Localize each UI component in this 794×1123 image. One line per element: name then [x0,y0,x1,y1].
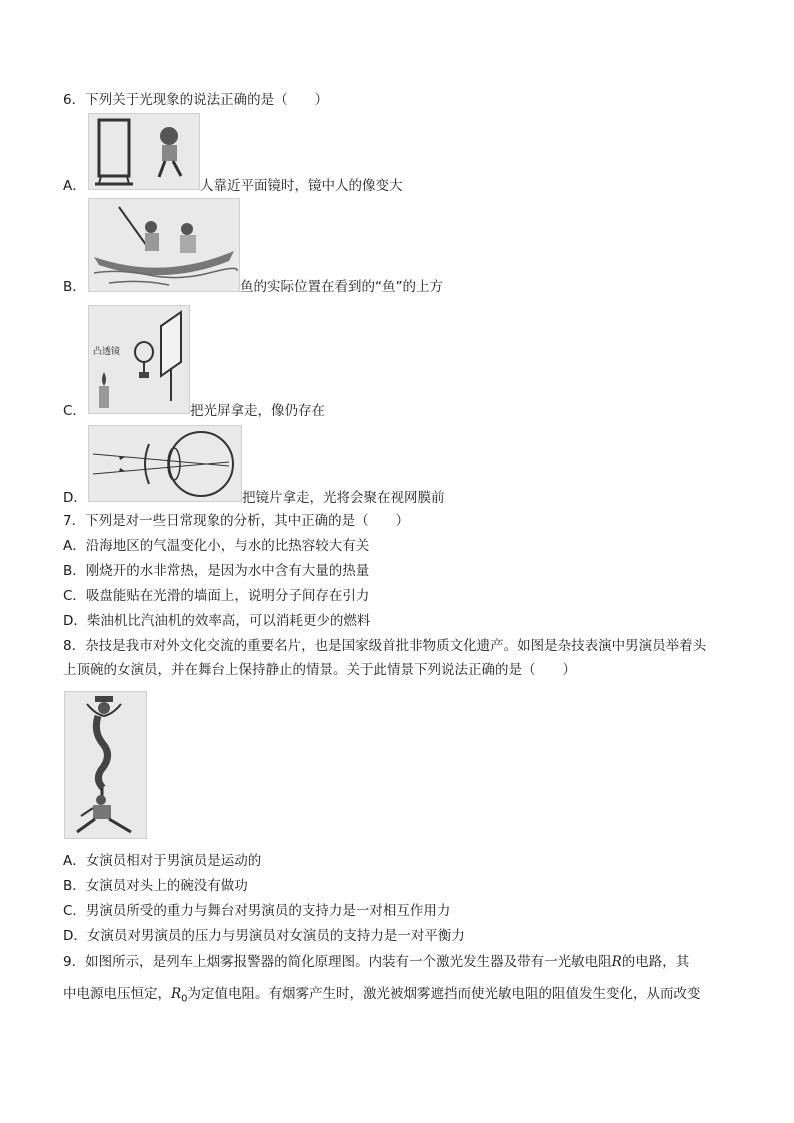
q7-stem: 7．下列是对一些日常现象的分析，其中正确的是（ ） [63,513,410,529]
q9-line-2 [63,985,701,1009]
q7-option-c: C．吸盘能贴在光滑的墙面上，说明分子间存在引力 [63,588,370,604]
q9-var-r: R [611,954,622,970]
q6-option-c-letter: C． [63,403,86,419]
q8-option-c: C．男演员所受的重力与舞台对男演员的支持力是一对相互作用力 [63,903,451,919]
q8-option-b: B．女演员对头上的碗没有做功 [63,878,248,894]
q8-stem-line-1: 8．杂技是我市对外文化交流的重要名片，也是国家级首批非物质文化遗产。如图是杂技表演中男演员举着头 [63,638,707,654]
eye-lens-figure [88,425,242,502]
acrobatics-figure [64,691,147,839]
q6-option-d-text: 把镜片拿走，光将会聚在视网膜前 [242,490,445,506]
boat-fishing-figure [88,198,240,292]
q6-option-a-text: 人靠近平面镜时，镜中人的像变大 [200,178,403,194]
q6-option-a-letter: A． [63,178,86,194]
q9-line-2-part-b: 为定值电阻。有烟雾产生时，激光被烟雾遮挡而使光敏电阻的阻值发生变化，从而改变 [187,986,701,1002]
q7-option-a: A．沿海地区的气温变化小，与水的比热容较大有关 [63,538,370,554]
q8-option-a: A．女演员相对于男演员是运动的 [63,853,262,869]
q9-line-1-part-a: 9．如图所示，是列车上烟雾报警器的简化原理图。内装有一个激光发生器及带有一光敏电阻 [63,954,612,970]
q6-option-b-text: 鱼的实际位置在看到的“鱼”的上方 [240,279,443,295]
convex-lens-label: 凸透镜 [93,347,121,357]
q6-option-d-letter: D． [63,490,87,506]
q9-line-1-part-b: 的电路，其 [621,954,690,970]
convex-lens-figure [88,305,190,414]
q9-var-r0-subscript: 0 [181,993,188,1005]
q8-option-d: D．女演员对男演员的压力与男演员对女演员的支持力是一对平衡力 [63,928,465,944]
q9-var-r0: R [171,986,182,1002]
q9-line-1 [63,953,689,971]
q9-line-2-part-a: 中电源电压恒定， [63,986,171,1002]
q6-option-c-text: 把光屏拿走，像仍存在 [190,403,325,419]
q7-option-b: B．刚烧开的水非常热，是因为水中含有大量的热量 [63,563,370,579]
q7-option-d: D．柴油机比汽油机的效率高，可以消耗更少的燃料 [63,613,371,629]
mirror-figure [88,113,200,190]
q6-stem: 6．下列关于光现象的说法正确的是（ ） [63,92,329,108]
q6-option-b-letter: B． [63,279,86,295]
q8-stem-line-2: 上顶碗的女演员，并在舞台上保持静止的情景。关于此情景下列说法正确的是（ ） [63,662,576,678]
